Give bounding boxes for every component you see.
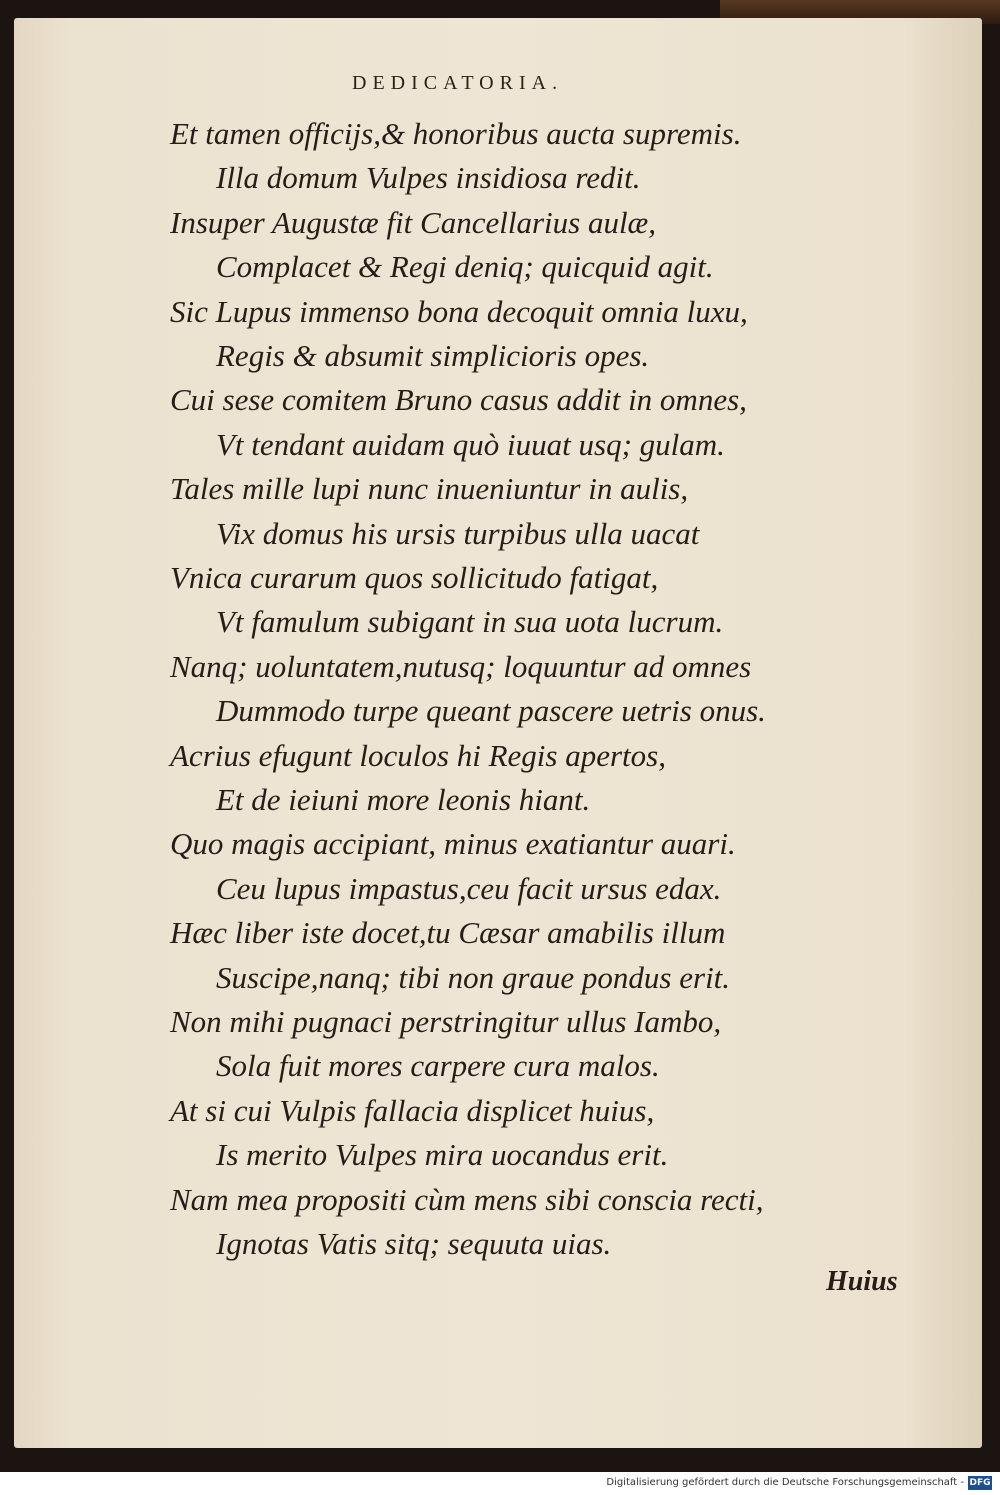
verse-line: Ceu lupus impastus,ceu facit ursus edax. — [216, 870, 722, 906]
verse-line: Insuper Augustæ fit Cancellarius aulæ, — [170, 204, 656, 240]
verse-line: Acrius efugunt loculos hi Regis apertos, — [170, 737, 666, 773]
verse-line: Complacet & Regi deniq; quicquid agit. — [216, 249, 714, 285]
verse-line: Sola fuit mores carpere cura malos. — [216, 1048, 660, 1084]
verse-line: Et de ieiuni more leonis hiant. — [216, 782, 591, 817]
verse-line: Non mihi pugnaci perstringitur ullus Iambo, — [170, 1004, 722, 1039]
verse-line: Nanq; uoluntatem,nutusq; loquuntur ad omnes — [170, 648, 752, 684]
verse-line: Regis & absumit simplicioris opes. — [216, 338, 650, 373]
verse-line: Nam mea propositi cùm mens sibi conscia recti, — [170, 1181, 764, 1217]
verse-line: Dummodo turpe queant pascere uetris onus. — [216, 693, 766, 729]
catchword: Huius — [826, 1266, 898, 1297]
verse-line: Quo magis accipiant, minus exatiantur auari. — [170, 826, 736, 862]
verse-line: Vix domus his ursis turpibus ulla uacat — [216, 515, 700, 551]
verse-line: Et tamen officijs,& honoribus aucta supremis. — [170, 116, 742, 151]
dfg-logo: DFG — [969, 1478, 991, 1488]
verse-line: Suscipe,nanq; tibi non graue pondus erit. — [216, 959, 731, 995]
verse-line: Tales mille lupi nunc inueniuntur in aulis, — [170, 471, 689, 507]
verse-line: Vnica curarum quos sollicitudo fatigat, — [170, 560, 659, 595]
verse-line: Ignotas Vatis sitq; sequuta uias. — [216, 1226, 612, 1261]
footer-credit: Digitalisierung gefördert durch die Deutsche Forschungsgemeinschaft - — [606, 1477, 964, 1488]
verse-line: At si cui Vulpis fallacia displicet huius, — [170, 1092, 655, 1128]
running-head: DEDICATORIA. — [352, 72, 564, 94]
verse-line: Vt tendant auidam quò iuuat usq; gulam. — [216, 426, 725, 462]
verse-line: Is merito Vulpes mira uocandus erit. — [216, 1137, 669, 1173]
verse-line: Illa domum Vulpes insidiosa redit. — [216, 160, 641, 196]
verse-line: Sic Lupus immenso bona decoquit omnia luxu, — [170, 293, 748, 329]
footer-bar — [0, 1472, 1000, 1495]
verse-line: Vt famulum subigant in sua uota lucrum. — [216, 604, 724, 640]
verse-line: Hæc liber iste docet,tu Cæsar amabilis illum — [170, 915, 726, 951]
verse-line: Cui sese comitem Bruno casus addit in omnes, — [170, 382, 747, 418]
